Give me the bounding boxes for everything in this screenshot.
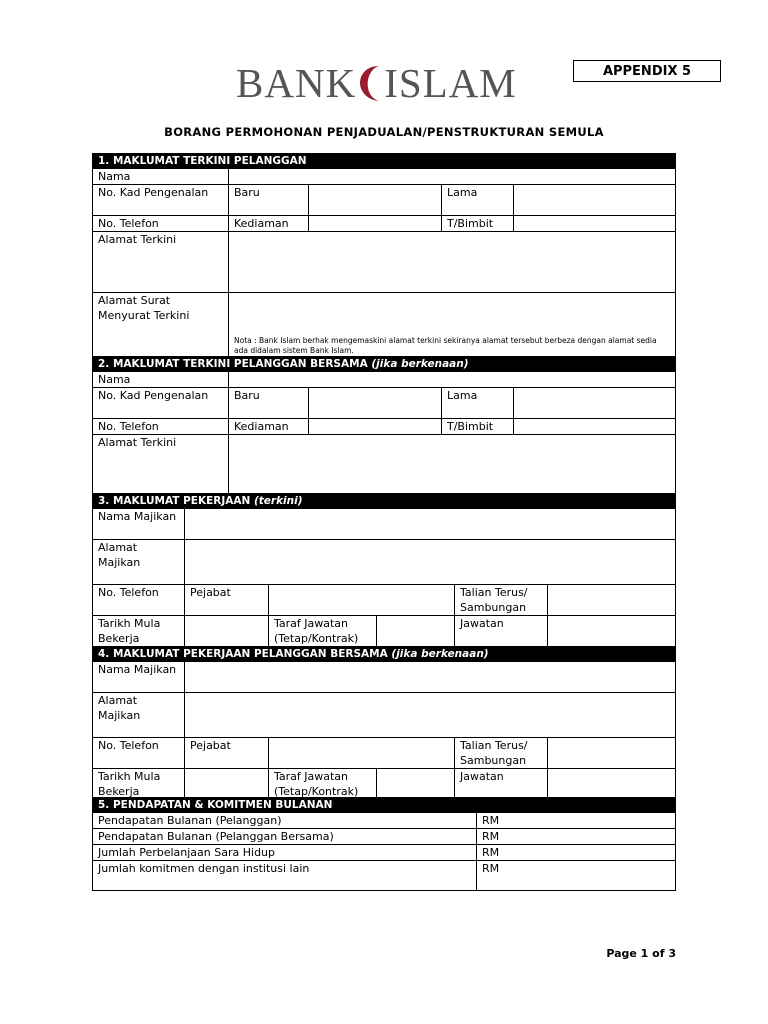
bank-islam-logo — [236, 60, 517, 106]
income-row-field[interactable]: RM — [477, 813, 676, 829]
label-alamat-majikan-bersama: Alamat Majikan — [93, 693, 185, 738]
label-telefon-kerja: No. Telefon — [93, 585, 185, 616]
field-kediaman[interactable] — [309, 216, 442, 232]
section-4-note: (jika berkenaan) — [391, 648, 489, 660]
section-2-title: 2. MAKLUMAT TERKINI PELANGGAN BERSAMA — [98, 358, 372, 370]
section-3-header — [93, 494, 676, 509]
label-kediaman: Kediaman — [229, 216, 309, 232]
label-nama: Nama — [93, 169, 229, 185]
field-nama[interactable] — [229, 169, 676, 185]
section-3-title: 3. MAKLUMAT PEKERJAAN — [98, 495, 254, 507]
section-3-note: (terkini) — [253, 495, 303, 507]
label-bimbit-bersama: T/Bimbit — [442, 419, 514, 435]
label-telefon-kerja-bersama: No. Telefon — [93, 738, 185, 769]
label-pejabat-bersama: Pejabat — [185, 738, 269, 769]
field-nama-bersama[interactable] — [229, 372, 676, 388]
income-row — [93, 829, 676, 845]
field-ic-lama[interactable] — [514, 185, 676, 216]
field-bimbit-bersama[interactable] — [514, 419, 676, 435]
income-row-label: Jumlah Perbelanjaan Sara Hidup — [93, 845, 477, 861]
field-pejabat[interactable] — [269, 585, 455, 616]
label-ic-baru-bersama: Baru — [229, 388, 309, 419]
field-jawatan-bersama[interactable] — [548, 769, 676, 800]
employment-table — [92, 493, 676, 800]
label-tarikh-mula-bersama: Tarikh Mula Bekerja — [93, 769, 185, 800]
field-talian[interactable] — [548, 585, 676, 616]
label-nama-bersama: Nama — [93, 372, 229, 388]
label-ic-lama-bersama: Lama — [442, 388, 514, 419]
field-bimbit[interactable] — [514, 216, 676, 232]
label-jawatan: Jawatan — [455, 616, 548, 647]
label-alamat: Alamat Terkini — [93, 232, 229, 293]
label-nama-majikan-bersama: Nama Majikan — [93, 662, 185, 693]
income-row — [93, 861, 676, 891]
logo-crescent-icon — [357, 60, 383, 106]
label-ic-baru: Baru — [229, 185, 309, 216]
field-alamat-majikan-bersama[interactable] — [185, 693, 676, 738]
address-note: Nota : Bank Islam berhak mengemaskini alamat terkini sekiranya alamat tersebut berbeza dengan alamat sedia ada didalam sistem Bank Islam. — [234, 336, 657, 355]
field-taraf-jawatan-bersama[interactable] — [377, 769, 455, 800]
income-row — [93, 845, 676, 861]
section-1-header: 1. MAKLUMAT TERKINI PELANGGAN — [93, 154, 676, 169]
label-kediaman-bersama: Kediaman — [229, 419, 309, 435]
field-nama-majikan-bersama[interactable] — [185, 662, 676, 693]
label-telefon-bersama: No. Telefon — [93, 419, 229, 435]
section-4-title: 4. MAKLUMAT PEKERJAAN PELANGGAN BERSAMA — [98, 648, 392, 660]
income-row-label: Pendapatan Bulanan (Pelanggan Bersama) — [93, 829, 477, 845]
section-4-header — [93, 647, 676, 662]
form-title: BORANG PERMOHONAN PENJADUALAN/PENSTRUKTURAN SEMULA — [164, 125, 604, 139]
field-ic-lama-bersama[interactable] — [514, 388, 676, 419]
income-row-label: Pendapatan Bulanan (Pelanggan) — [93, 813, 477, 829]
field-nama-majikan[interactable] — [185, 509, 676, 540]
appendix-label: APPENDIX 5 — [573, 60, 721, 82]
field-alamat-bersama[interactable] — [229, 435, 676, 496]
field-jawatan[interactable] — [548, 616, 676, 647]
label-nama-majikan: Nama Majikan — [93, 509, 185, 540]
field-pejabat-bersama[interactable] — [269, 738, 455, 769]
label-jawatan-bersama: Jawatan — [455, 769, 548, 800]
income-table — [92, 797, 676, 891]
field-alamat[interactable] — [229, 232, 676, 293]
label-alamat-bersama: Alamat Terkini — [93, 435, 229, 496]
field-tarikh-mula[interactable] — [185, 616, 269, 647]
field-kediaman-bersama[interactable] — [309, 419, 442, 435]
label-taraf-jawatan-bersama: Taraf Jawatan (Tetap/Kontrak) — [269, 769, 377, 800]
page-number: Page 1 of 3 — [606, 947, 676, 960]
label-alamat-majikan: Alamat Majikan — [93, 540, 185, 585]
field-tarikh-mula-bersama[interactable] — [185, 769, 269, 800]
label-ic: No. Kad Pengenalan — [93, 185, 229, 216]
label-tarikh-mula: Tarikh Mula Bekerja — [93, 616, 185, 647]
section-2-note: (jika berkenaan) — [371, 358, 469, 370]
label-ic-bersama: No. Kad Pengenalan — [93, 388, 229, 419]
income-row-label: Jumlah komitmen dengan institusi lain — [93, 861, 477, 891]
field-taraf-jawatan[interactable] — [377, 616, 455, 647]
label-telefon: No. Telefon — [93, 216, 229, 232]
field-alamat-majikan[interactable] — [185, 540, 676, 585]
logo-text-bank: BANK — [236, 60, 357, 106]
field-ic-baru-bersama[interactable] — [309, 388, 442, 419]
income-row-field[interactable]: RM — [477, 829, 676, 845]
label-alamat-surat: Alamat Surat Menyurat Terkini — [93, 293, 229, 357]
field-talian-bersama[interactable] — [548, 738, 676, 769]
section-5-header: 5. PENDAPATAN & KOMITMEN BULANAN — [93, 798, 676, 813]
income-row — [93, 813, 676, 829]
customer-info-table — [92, 153, 676, 496]
label-taraf-jawatan: Taraf Jawatan (Tetap/Kontrak) — [269, 616, 377, 647]
label-talian-bersama: Talian Terus/ Sambungan — [455, 738, 548, 769]
label-bimbit: T/Bimbit — [442, 216, 514, 232]
label-pejabat: Pejabat — [185, 585, 269, 616]
income-row-field[interactable]: RM — [477, 861, 676, 891]
label-talian: Talian Terus/ Sambungan — [455, 585, 548, 616]
logo-text-islam: ISLAM — [384, 60, 517, 106]
income-row-field[interactable]: RM — [477, 845, 676, 861]
field-ic-baru[interactable] — [309, 185, 442, 216]
section-2-header — [93, 357, 676, 372]
label-ic-lama: Lama — [442, 185, 514, 216]
field-alamat-surat[interactable] — [229, 293, 676, 357]
